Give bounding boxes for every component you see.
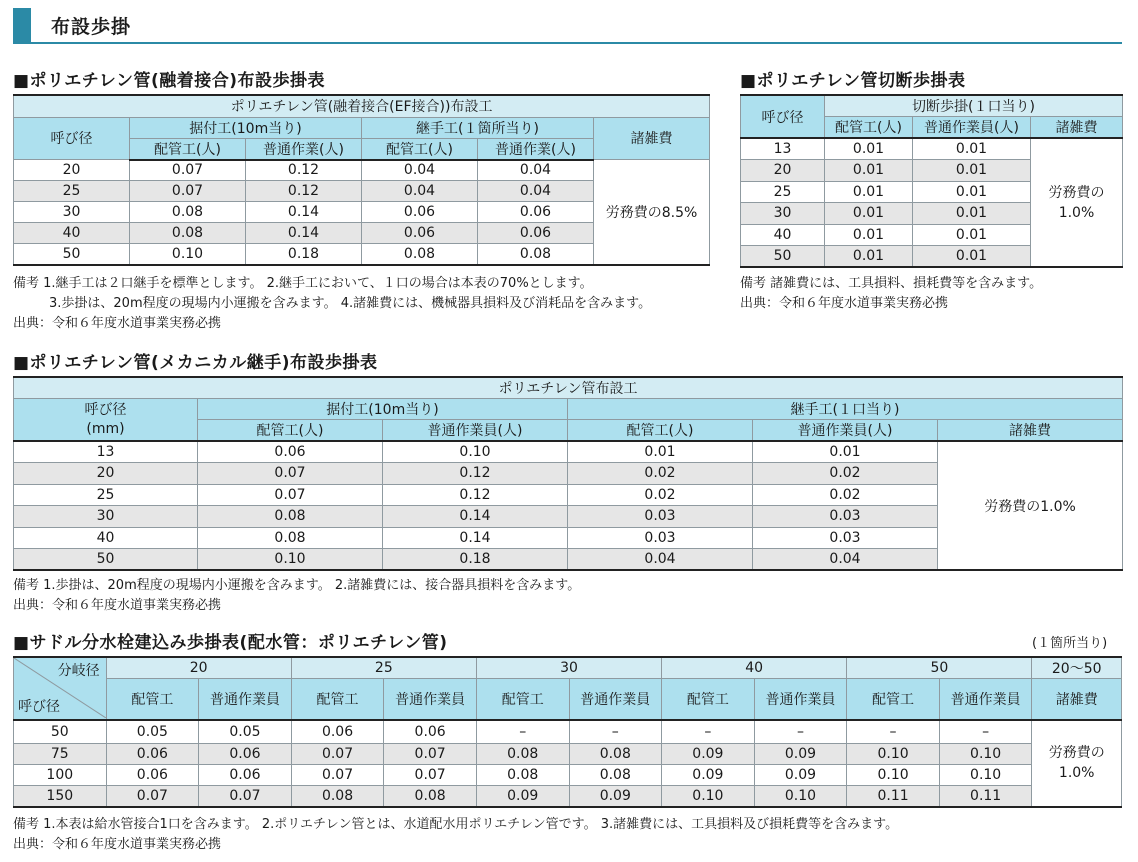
section3-col-diameter-label: 呼び径 [84,401,127,418]
section4-col-worker: 普通作業員 [384,679,477,720]
cell: 0.01 [825,203,913,225]
section2-misc-value [1031,138,1123,267]
section4-col-pipe: 配管工 [476,679,569,720]
page-header [13,8,1122,42]
section1-note-1: 備考 1.継手工は２口継手を標準とします。 2.継手工において、１口の場合は本表の70%とします。 [13,276,593,291]
cell: 0.01 [913,138,1031,160]
cell: 20 [14,160,130,181]
section3-col-misc: 諸雑費 [938,420,1123,442]
section4-misc-value [1032,720,1122,807]
section1-table [13,94,710,266]
cell: – [847,720,940,744]
section4-misc-line1: 労務費の [1048,745,1105,761]
cell: – [754,720,847,744]
section4-col-misc: 諸雑費 [1032,679,1122,720]
cell: 0.07 [130,160,246,181]
section3-col-worker-1: 普通作業員(人) [383,420,568,442]
cell: 0.10 [754,786,847,807]
cell: 50 [14,549,198,571]
cell: 40 [741,224,825,246]
cell: 0.14 [383,527,568,549]
cell: 0.07 [198,484,383,506]
cell: 0.08 [476,744,569,765]
cell: 0.04 [568,549,753,571]
cell: 0.10 [383,441,568,463]
cell: 25 [741,181,825,203]
cell: 50 [741,246,825,268]
section3-col-worker-2: 普通作業員(人) [753,420,938,442]
section3-group-header: ポリエチレン管布設工 [14,377,1123,399]
cell: 150 [14,786,107,807]
cell: 0.06 [291,720,384,744]
section4-branch-50: 50 [847,657,1032,679]
cell: 0.01 [913,181,1031,203]
section3-col-diameter [14,399,198,442]
section4-misc-range: 20〜50 [1032,657,1122,679]
cell: 0.07 [384,765,477,786]
section4-branch-30: 30 [476,657,661,679]
section1-col-worker-2: 普通作業(人) [478,138,594,160]
cell: 0.09 [662,765,755,786]
cell: 0.08 [198,527,383,549]
cell: 0.06 [198,441,383,463]
section3-col-pipe-1: 配管工(人) [198,420,383,442]
cell: 0.09 [754,765,847,786]
cell: 30 [14,506,198,528]
section4-title: ■サドル分水栓建込み歩掛表(配水管：ポリエチレン管) [13,633,448,653]
cell: 0.06 [478,202,594,223]
cell: 0.01 [913,246,1031,268]
section2-source: 出典：令和６年度水道事業実務必携 [740,296,949,311]
cell: 0.07 [130,181,246,202]
cell: 0.09 [662,744,755,765]
section2-title: ■ポリエチレン管切断歩掛表 [740,71,966,91]
cell: 0.08 [130,223,246,244]
cell: 13 [741,138,825,160]
cell: 0.08 [569,744,662,765]
section3-title: ■ポリエチレン管(メカニカル継手)布設歩掛表 [13,353,378,373]
cell: 100 [14,765,107,786]
section4-misc-line2: 1.0% [1058,765,1095,781]
section1-misc-value: 労務費の8.5% [594,160,710,265]
cell: 0.02 [568,484,753,506]
table-row [741,138,1123,160]
cell: 0.04 [362,160,478,181]
cell: 0.03 [568,506,753,528]
cell: 0.11 [939,786,1032,807]
cell: 0.01 [913,203,1031,225]
section4-unit-note: (１箇所当り) [1032,636,1108,651]
cell: 0.01 [825,138,913,160]
cell: 50 [14,720,107,744]
section4-source: 出典：令和６年度水道事業実務必携 [13,837,222,852]
section4-branch-40: 40 [662,657,847,679]
section3-col-pipe-2: 配管工(人) [568,420,753,442]
cell: 0.12 [246,181,362,202]
cell: 0.08 [384,786,477,807]
cell: 0.10 [939,765,1032,786]
cell: 13 [14,441,198,463]
section1-note-2: 3.歩掛は、20m程度の現場内小運搬を含みます。 4.諸雑費には、機械器具損料及び消耗品を含みます。 [49,296,652,311]
cell: 40 [14,527,198,549]
page-title: 布設歩掛 [51,16,132,38]
cell: 0.07 [198,463,383,485]
cell: 0.01 [568,441,753,463]
cell: 0.04 [478,181,594,202]
section4-corner-bottom: 呼び径 [18,699,60,716]
cell: 0.05 [199,720,292,744]
cell: 0.08 [476,765,569,786]
cell: 0.08 [130,202,246,223]
cell: 0.12 [383,484,568,506]
table-row [14,441,1123,463]
cell: 0.01 [825,160,913,182]
cell: 0.06 [199,744,292,765]
cell: 0.08 [478,244,594,265]
section2-note-1: 備考 諸雑費には、工具損料、損耗費等を含みます。 [740,276,1043,291]
section4-col-pipe: 配管工 [662,679,755,720]
section1-col-misc: 諸雑費 [594,117,710,160]
cell: 0.05 [106,720,199,744]
cell: 0.08 [198,506,383,528]
cell: 0.06 [106,744,199,765]
section4-col-worker: 普通作業員 [569,679,662,720]
cell: 0.06 [199,765,292,786]
section2-col-diameter: 呼び径 [741,95,825,138]
cell: 0.06 [362,202,478,223]
table-row [14,765,1122,786]
section1-source: 出典：令和６年度水道事業実務必携 [13,316,222,331]
cell: 0.06 [478,223,594,244]
section3-source: 出典：令和６年度水道事業実務必携 [13,598,222,613]
cell: 0.03 [753,506,938,528]
cell: 0.06 [362,223,478,244]
cell: 0.14 [246,202,362,223]
section4-corner-top: 分岐径 [57,663,100,680]
section4-col-worker: 普通作業員 [939,679,1032,720]
section1-col-pipe-1: 配管工(人) [130,138,246,160]
cell: 0.06 [384,720,477,744]
cell: 0.01 [825,246,913,268]
cell: 0.10 [939,744,1032,765]
cell: 0.03 [753,527,938,549]
section4-col-pipe: 配管工 [106,679,199,720]
cell: 0.01 [825,181,913,203]
section4-branch-20: 20 [106,657,291,679]
section4-corner [14,657,107,720]
section2-table [740,94,1123,268]
cell: 0.08 [291,786,384,807]
cell: 25 [14,484,198,506]
cell: 20 [14,463,198,485]
table-row [14,720,1122,744]
cell: – [476,720,569,744]
section3-sub2: 継手工(１口当り) [568,399,1123,420]
section2-col-misc: 諸雑費 [1031,117,1123,139]
cell: 0.07 [199,786,292,807]
cell: 50 [14,244,130,265]
cell: 40 [14,223,130,244]
table-row [14,160,710,181]
cell: 0.14 [246,223,362,244]
section1-group-header: ポリエチレン管(融着接合(EF接合))布設工 [14,95,710,117]
section3-misc-value: 労務費の1.0% [938,441,1123,570]
section1-title: ■ポリエチレン管(融着接合)布設歩掛表 [13,71,325,91]
section3-sub1: 据付工(10m当り) [198,399,568,420]
section1-sub2: 継手工(１箇所当り) [362,117,594,138]
cell: 0.10 [130,244,246,265]
cell: 0.07 [106,786,199,807]
cell: 0.10 [198,549,383,571]
section4-col-pipe: 配管工 [847,679,940,720]
cell: – [662,720,755,744]
cell: 0.03 [568,527,753,549]
cell: 0.01 [825,224,913,246]
section3-note-1: 備考 1.歩掛は、20m程度の現場内小運搬を含みます。 2.諸雑費には、接合器具損料を含みます。 [13,578,581,593]
section4-table [13,656,1122,808]
cell: 0.18 [246,244,362,265]
cell: 0.12 [246,160,362,181]
cell: 0.11 [847,786,940,807]
cell: 0.08 [569,765,662,786]
section4-note-1: 備考 1.本表は給水管接合1口を含みます。 2.ポリエチレン管とは、水道配水用ポリエチレン管です。 3.諸雑費には、工具損料及び損耗費等を含みます。 [13,817,899,832]
cell: 0.02 [753,484,938,506]
cell: 0.07 [384,744,477,765]
cell: 0.07 [291,765,384,786]
table-row [14,744,1122,765]
section2-group-header: 切断歩掛(１口当り) [825,95,1123,117]
section1-col-pipe-2: 配管工(人) [362,138,478,160]
section1-col-diameter: 呼び径 [14,117,130,160]
section4-col-pipe: 配管工 [291,679,384,720]
cell: 0.09 [569,786,662,807]
cell: 75 [14,744,107,765]
cell: 0.04 [478,160,594,181]
section1-col-worker-1: 普通作業(人) [246,138,362,160]
cell: 0.08 [362,244,478,265]
cell: 0.12 [383,463,568,485]
section2-col-worker: 普通作業員(人) [913,117,1031,139]
section1-sub1: 据付工(10m当り) [130,117,362,138]
cell: 0.09 [754,744,847,765]
section2-misc-line2: 1.0% [1058,204,1095,221]
cell: 0.06 [106,765,199,786]
section4-col-worker: 普通作業員 [199,679,292,720]
table-row [14,786,1122,807]
cell: 0.02 [568,463,753,485]
cell: 0.02 [753,463,938,485]
cell: – [569,720,662,744]
cell: 30 [14,202,130,223]
cell: 0.01 [913,224,1031,246]
cell: 20 [741,160,825,182]
cell: 30 [741,203,825,225]
section4-col-worker: 普通作業員 [754,679,847,720]
header-accent-bar [13,8,31,42]
section3-table [13,376,1123,571]
cell: 0.04 [362,181,478,202]
cell: 0.18 [383,549,568,571]
cell: 0.10 [847,765,940,786]
cell: 0.01 [753,441,938,463]
cell: 0.04 [753,549,938,571]
cell: 0.10 [662,786,755,807]
cell: 25 [14,181,130,202]
cell: 0.07 [291,744,384,765]
section3-col-diameter-unit: (mm) [86,420,125,437]
cell: 0.09 [476,786,569,807]
cell: 0.01 [913,160,1031,182]
cell: – [939,720,1032,744]
section2-col-pipe: 配管工(人) [825,117,913,139]
section2-misc-line1: 労務費の [1048,184,1105,201]
cell: 0.14 [383,506,568,528]
cell: 0.10 [847,744,940,765]
header-rule [13,42,1122,44]
section4-branch-25: 25 [291,657,476,679]
